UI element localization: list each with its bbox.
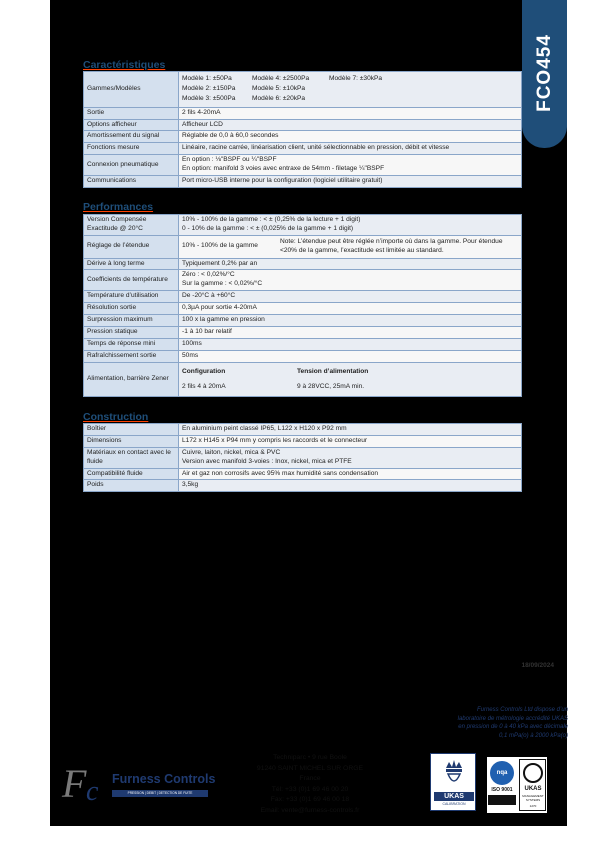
connexion-label: Connexion pneumatique bbox=[84, 155, 179, 176]
derive-label: Dérive à long terme bbox=[84, 258, 179, 270]
model-item: Modèle 2: ±150Pa bbox=[182, 84, 236, 92]
materiaux-value bbox=[179, 447, 522, 468]
tick-icon bbox=[523, 763, 543, 783]
company-tagline: PRESSION | DEBIT | DETECTION DE FUITE bbox=[112, 790, 208, 797]
models-grid bbox=[182, 73, 518, 106]
coeff-label: Coefficients de température bbox=[84, 270, 179, 291]
section-title-construction: Construction bbox=[83, 411, 149, 423]
etendue-range: 10% - 100% de la gamme bbox=[182, 242, 258, 250]
model-item: Modèle 5: ±10kPa bbox=[252, 84, 306, 92]
model-item: Modèle 3: ±500Pa bbox=[182, 94, 236, 102]
version-label: Version Compensée bbox=[87, 216, 147, 223]
row-value: 3,5kg bbox=[179, 480, 522, 492]
connexion-line: En option : ⅛"BSPF ou ¼"BSPF bbox=[182, 156, 277, 164]
company-name: Furness Controls bbox=[112, 772, 216, 786]
communications-label: Communications bbox=[84, 176, 179, 188]
ukas-calibration-badge bbox=[430, 753, 476, 811]
coeff-value bbox=[179, 270, 522, 291]
contact-email[interactable]: Email: vente@furness-controls.fr bbox=[260, 806, 360, 814]
row-value: 100 x la gamme en pression bbox=[179, 315, 522, 327]
row-label: Surpression maximum bbox=[84, 315, 179, 327]
row-value: De -20°C à +60°C bbox=[179, 291, 522, 303]
contact-country: France bbox=[299, 775, 321, 783]
materiaux-label: Matériaux en contact avec le fluide bbox=[84, 447, 179, 468]
etendue-label: Réglage de l’étendue bbox=[84, 235, 179, 258]
row-value: 50ms bbox=[179, 350, 522, 362]
ukas2-num: 1270 bbox=[529, 804, 537, 808]
row-label: Compatibilité fluide bbox=[84, 468, 179, 480]
alim-config-value: 2 fils 4 à 20mA bbox=[182, 383, 226, 391]
alim-header-config: Configuration bbox=[182, 367, 226, 375]
row-value: 100ms bbox=[179, 338, 522, 350]
row-value: En aluminium peint classé IP65, L122 x H120 x P92 mm bbox=[179, 424, 522, 436]
row-label: Fonctions mesure bbox=[84, 143, 179, 155]
ukas-text: UKAS bbox=[434, 792, 474, 801]
model-item: Modèle 4: ±2500Pa bbox=[252, 75, 310, 82]
alim-tension-value: 9 à 28VCC, 25mA min. bbox=[297, 383, 365, 391]
ukas-sub: CALIBRATION bbox=[442, 802, 466, 806]
row-label: Options afficheur bbox=[84, 119, 179, 131]
document-date: 18/09/2024 bbox=[521, 662, 554, 669]
product-code-wrapper bbox=[522, 18, 567, 128]
model-item: Modèle 1: ±50Pa bbox=[182, 75, 232, 82]
alim-label: Alimentation, barrière Zener bbox=[84, 362, 179, 397]
gammes-label: Gammes/Modèles bbox=[84, 72, 179, 108]
ukas2-text: UKAS bbox=[524, 786, 542, 792]
etendue-inner bbox=[182, 237, 518, 257]
iso-text: ISO 9001 bbox=[491, 787, 513, 793]
note-line: laboratoire de métrologie accrédité UKAS bbox=[457, 715, 568, 722]
etendue-value bbox=[179, 235, 522, 258]
materiaux-line: Version avec manifold 3-voies : Inox, nickel, mica et PTFE bbox=[182, 457, 352, 465]
exactitude-label-text: Exactitude @ 20°C bbox=[87, 224, 143, 232]
contact-city: 91240 SAINT MICHEL SUR ORGE bbox=[256, 764, 364, 772]
row-label: Amortissement du signal bbox=[84, 131, 179, 143]
row-value: Linéaire, racine carrée, linéarisation client, unité sélectionnable en pression, débit et vitesse bbox=[179, 143, 522, 155]
contact-address: Techniparc • 9 rue Boole bbox=[273, 754, 347, 761]
logo-mark: F bbox=[62, 761, 87, 806]
ukas2-sub: MANAGEMENT SYSTEMS bbox=[522, 794, 544, 802]
row-label: Rafraîchissement sortie bbox=[84, 350, 179, 362]
row-label: Boîtier bbox=[84, 424, 179, 436]
row-label: Pression statique bbox=[84, 326, 179, 338]
note-line: en pression de 0 à 40 kPa avec décimale bbox=[458, 724, 568, 731]
derive-value: Typiquement 0,2% par an bbox=[179, 258, 522, 270]
section-title-caracteristiques: Caractéristiques bbox=[83, 59, 166, 71]
row-value: Air et gaz non corrosifs avec 95% max humidité sans condensation bbox=[179, 468, 522, 480]
nqa-logo: nqa bbox=[490, 761, 514, 785]
model-item: Modèle 6: ±20kPa bbox=[252, 94, 306, 102]
model-item bbox=[329, 85, 399, 94]
coeff-line: Sur la gamme : < 0,02%/°C bbox=[182, 280, 263, 288]
performances-table bbox=[83, 214, 522, 397]
section-title-performances: Performances bbox=[83, 201, 154, 213]
row-value: 0,3µA pour sortie 4-20mA bbox=[179, 303, 522, 315]
company-logo bbox=[60, 760, 216, 815]
etendue-note: Note: L’étendue peut être réglée n’importe où dans la gamme. Pour étendue <20% de la gamme, l’exactitude est limitée au standard. bbox=[280, 237, 503, 254]
ukas-management-badge bbox=[519, 759, 546, 811]
row-value: -1 à 10 bar relatif bbox=[179, 326, 522, 338]
row-value: Afficheur LCD bbox=[179, 119, 522, 131]
row-label: Température d’utilisation bbox=[84, 291, 179, 303]
iso-ukas-badge bbox=[487, 757, 547, 813]
exactitude-line: 10% - 100% de la gamme : < ± (0,25% de la lecture + 1 digit) bbox=[182, 216, 361, 223]
row-label: Sortie bbox=[84, 107, 179, 119]
iso-box bbox=[488, 795, 516, 805]
model-item: Modèle 7: ±30kPa bbox=[329, 75, 383, 82]
contact-phone: Tél: +33 (0)1 69 46 00 20 bbox=[271, 785, 349, 793]
row-label: Dimensions bbox=[84, 435, 179, 447]
accreditation-note bbox=[420, 706, 568, 741]
communications-value: Port micro-USB interne pour la configuration (logiciel utilitaire gratuit) bbox=[179, 176, 522, 188]
note-line: 0,1 mPa(o) à 2000 kPa(o) bbox=[498, 733, 568, 740]
exactitude-line: 0 - 10% de la gamme : < ± (0,025% de la gamme + 1 digit) bbox=[182, 224, 354, 232]
connexion-value bbox=[179, 155, 522, 176]
connexion-line: En option: manifold 3 voies avec entraxe de 54mm - filetage ¼"BSPF bbox=[182, 165, 385, 173]
contact-fax: Fax: +33 (0)1 69 46 00 18 bbox=[270, 796, 350, 804]
alim-value bbox=[179, 362, 522, 397]
gammes-value bbox=[179, 72, 522, 108]
row-label: Temps de réponse mini bbox=[84, 338, 179, 350]
materiaux-line: Cuivre, laiton, nickel, mica & PVC bbox=[182, 448, 281, 456]
exactitude-label bbox=[84, 215, 179, 236]
contact-block bbox=[240, 753, 380, 816]
model-item bbox=[329, 95, 399, 104]
note-line: Furness Controls Ltd dispose d’un bbox=[476, 707, 568, 713]
alim-header-tension: Tension d’alimentation bbox=[297, 367, 369, 375]
row-value: L172 x H145 x P94 mm y compris les raccords et le connecteur bbox=[179, 435, 522, 447]
exactitude-value bbox=[179, 215, 522, 236]
coeff-line: Zéro : < 0,02%/°C bbox=[182, 271, 235, 279]
alim-inner bbox=[182, 364, 518, 396]
construction-table bbox=[83, 423, 522, 492]
logo-mark-c: c bbox=[86, 776, 99, 807]
row-label: Résolution sortie bbox=[84, 303, 179, 315]
crown-icon bbox=[443, 758, 465, 788]
row-value: Réglable de 0,0 à 60,0 secondes bbox=[179, 131, 522, 143]
row-value: 2 fils 4-20mA bbox=[179, 107, 522, 119]
row-label: Poids bbox=[84, 480, 179, 492]
product-code: FCO454 bbox=[533, 34, 555, 112]
caracteristiques-table bbox=[83, 71, 522, 188]
